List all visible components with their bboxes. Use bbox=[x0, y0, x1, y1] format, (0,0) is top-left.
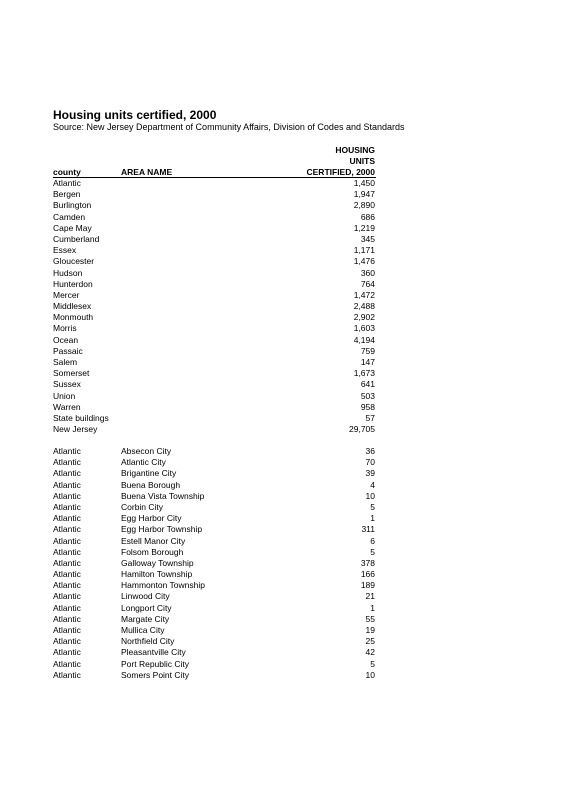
county-cell: Atlantic bbox=[53, 658, 81, 669]
county-cell: Salem bbox=[53, 357, 78, 367]
area-name-cell: Folsom Borough bbox=[121, 546, 184, 557]
table-row bbox=[53, 312, 375, 323]
housing-units-cell: 5 bbox=[370, 658, 375, 669]
area-name-cell: Egg Harbor City bbox=[121, 513, 182, 524]
county-cell: Atlantic bbox=[53, 602, 81, 613]
county-cell: Atlantic bbox=[53, 591, 81, 602]
housing-units-cell: 378 bbox=[360, 557, 375, 568]
table-row bbox=[53, 591, 375, 602]
table-row bbox=[53, 536, 375, 547]
county-cell: Atlantic bbox=[53, 669, 81, 680]
county-cell: Union bbox=[53, 390, 76, 401]
units-column-header bbox=[307, 145, 376, 178]
area-name-column-header: AREA NAME bbox=[121, 167, 173, 177]
table-row bbox=[53, 424, 375, 435]
area-name-cell: Corbin City bbox=[121, 501, 164, 512]
table-row bbox=[53, 614, 375, 625]
housing-units-cell: 2,488 bbox=[353, 301, 375, 312]
housing-units-cell: 70 bbox=[365, 457, 375, 468]
county-cell: New Jersey bbox=[53, 424, 98, 435]
table-row bbox=[53, 323, 375, 334]
table-row bbox=[53, 502, 375, 513]
housing-units-cell: 2,902 bbox=[353, 312, 375, 323]
area-name-cell: Brigantine City bbox=[121, 468, 177, 479]
area-name-cell: Buena Vista Township bbox=[121, 490, 205, 501]
housing-units-cell: 21 bbox=[365, 591, 375, 602]
table-row bbox=[53, 647, 375, 658]
county-cell: Monmouth bbox=[53, 312, 94, 323]
county-cell: Atlantic bbox=[53, 490, 81, 501]
housing-units-cell: 1 bbox=[370, 513, 375, 524]
area-name-cell: Somers Point City bbox=[121, 669, 190, 680]
county-cell: Middlesex bbox=[53, 301, 92, 312]
housing-units-cell: 4,194 bbox=[353, 334, 375, 345]
table-row bbox=[53, 368, 375, 379]
housing-units-cell: 360 bbox=[360, 267, 375, 278]
table-row bbox=[53, 357, 375, 368]
table-row bbox=[53, 491, 375, 502]
table-row bbox=[53, 301, 375, 312]
housing-units-cell: 1,947 bbox=[353, 189, 375, 200]
table-row bbox=[53, 178, 375, 189]
area-name-cell: Port Republic City bbox=[121, 658, 190, 669]
county-cell: Hudson bbox=[53, 267, 83, 278]
table-row bbox=[53, 290, 375, 301]
housing-units-cell: 1,673 bbox=[353, 368, 375, 379]
county-cell: Cape May bbox=[53, 222, 92, 233]
county-cell: Atlantic bbox=[53, 636, 81, 647]
table-row bbox=[53, 468, 375, 479]
table-row bbox=[53, 402, 375, 413]
housing-units-cell: 764 bbox=[360, 278, 375, 289]
housing-units-cell: 2,890 bbox=[353, 200, 375, 211]
units-header-line-1: HOUSING bbox=[335, 145, 375, 155]
housing-units-cell: 1,603 bbox=[353, 323, 375, 334]
county-cell: Somerset bbox=[53, 368, 90, 379]
county-cell: Cumberland bbox=[53, 233, 100, 244]
units-header-line-2: UNITS bbox=[349, 156, 375, 166]
housing-units-cell: 1,219 bbox=[353, 222, 375, 233]
table-row bbox=[53, 223, 375, 234]
housing-units-cell: 55 bbox=[365, 613, 375, 624]
county-cell: Atlantic bbox=[53, 569, 81, 580]
document-source: Source: New Jersey Department of Community Affairs, Division of Codes and Standards bbox=[53, 122, 405, 132]
county-cell: Ocean bbox=[53, 334, 79, 345]
area-name-cell: Atlantic City bbox=[121, 457, 166, 468]
table-row bbox=[53, 670, 375, 681]
area-name-cell: Galloway Township bbox=[121, 557, 194, 568]
county-column-header: county bbox=[53, 167, 81, 177]
housing-units-cell: 39 bbox=[365, 468, 375, 479]
county-cell: Passaic bbox=[53, 345, 83, 356]
table-row bbox=[53, 245, 375, 256]
county-cell: Essex bbox=[53, 245, 77, 256]
housing-units-cell: 958 bbox=[360, 401, 375, 412]
housing-units-cell: 503 bbox=[360, 390, 375, 401]
table-row bbox=[53, 268, 375, 279]
table-row bbox=[53, 547, 375, 558]
document-title: Housing units certified, 2000 bbox=[53, 108, 217, 122]
housing-units-cell: 311 bbox=[361, 524, 375, 535]
table-row bbox=[53, 580, 375, 591]
table-row bbox=[53, 200, 375, 211]
county-cell: Atlantic bbox=[53, 524, 81, 535]
table-row bbox=[53, 189, 375, 200]
units-header-line-3: CERTIFIED, 2000 bbox=[306, 167, 375, 177]
table-row bbox=[53, 391, 375, 402]
housing-units-cell: 147 bbox=[360, 357, 375, 367]
housing-units-cell: 1,450 bbox=[353, 178, 375, 188]
housing-units-cell: 166 bbox=[360, 569, 375, 580]
area-name-cell: Longport City bbox=[121, 602, 172, 613]
county-cell: Atlantic bbox=[53, 178, 81, 188]
housing-units-cell: 10 bbox=[365, 490, 375, 501]
table-row bbox=[53, 413, 375, 424]
county-cell: Atlantic bbox=[53, 446, 81, 456]
housing-units-cell: 5 bbox=[370, 546, 375, 557]
county-cell: Warren bbox=[53, 401, 81, 412]
county-cell: Atlantic bbox=[53, 468, 81, 479]
table-row bbox=[53, 335, 375, 346]
county-cell: Atlantic bbox=[53, 580, 81, 591]
county-cell: Bergen bbox=[53, 189, 81, 200]
housing-units-cell: 189 bbox=[360, 580, 375, 591]
table-row bbox=[53, 379, 375, 390]
housing-units-cell: 29,705 bbox=[349, 424, 375, 435]
table-row bbox=[53, 659, 375, 670]
county-cell: Atlantic bbox=[53, 625, 81, 635]
housing-units-cell: 42 bbox=[365, 647, 375, 658]
county-cell: Morris bbox=[53, 323, 77, 334]
table-row bbox=[53, 234, 375, 245]
table-row bbox=[53, 513, 375, 524]
table-row bbox=[53, 625, 375, 636]
table-row bbox=[53, 279, 375, 290]
county-cell: Atlantic bbox=[53, 557, 81, 568]
housing-units-cell: 36 bbox=[365, 446, 375, 456]
table-row bbox=[53, 212, 375, 223]
county-cell: Hunterdon bbox=[53, 278, 93, 289]
housing-units-cell: 4 bbox=[370, 479, 375, 490]
area-name-cell: Pleasantville City bbox=[121, 647, 186, 658]
housing-units-cell: 759 bbox=[360, 345, 375, 356]
area-name-cell: Hamilton Township bbox=[121, 569, 193, 580]
area-name-cell: Estell Manor City bbox=[121, 535, 186, 546]
housing-units-cell: 19 bbox=[365, 625, 375, 635]
housing-units-cell: 1 bbox=[370, 602, 375, 613]
area-name-cell: Northfield City bbox=[121, 636, 175, 647]
county-cell: Atlantic bbox=[53, 501, 81, 512]
table-row bbox=[53, 569, 375, 580]
county-cell: Atlantic bbox=[53, 546, 81, 557]
housing-units-cell: 1,476 bbox=[353, 256, 375, 267]
area-name-cell: Absecon City bbox=[121, 446, 172, 456]
county-cell: Sussex bbox=[53, 379, 81, 390]
table-row bbox=[53, 603, 375, 614]
housing-units-cell: 57 bbox=[365, 412, 375, 423]
county-cell: Burlington bbox=[53, 200, 92, 211]
housing-units-cell: 345 bbox=[360, 233, 375, 244]
housing-units-cell: 5 bbox=[370, 501, 375, 512]
table-row bbox=[53, 457, 375, 468]
table-row bbox=[53, 256, 375, 267]
housing-units-cell: 6 bbox=[370, 535, 375, 546]
county-cell: Atlantic bbox=[53, 479, 81, 490]
table-row bbox=[53, 346, 375, 357]
county-cell: State buildings bbox=[53, 412, 109, 423]
area-name-cell: Egg Harbor Township bbox=[121, 524, 203, 535]
county-cell: Atlantic bbox=[53, 613, 81, 624]
county-cell: Atlantic bbox=[53, 535, 81, 546]
housing-units-cell: 686 bbox=[360, 211, 375, 222]
county-cell: Gloucester bbox=[53, 256, 95, 267]
municipality-detail-table bbox=[53, 446, 375, 681]
housing-units-cell: 641 bbox=[360, 379, 375, 390]
county-cell: Atlantic bbox=[53, 513, 81, 524]
table-row bbox=[53, 558, 375, 569]
county-cell: Camden bbox=[53, 211, 86, 222]
table-row bbox=[53, 446, 375, 457]
area-name-cell: Mullica City bbox=[121, 625, 165, 635]
table-row bbox=[53, 636, 375, 647]
area-name-cell: Margate City bbox=[121, 613, 170, 624]
housing-units-cell: 1,472 bbox=[353, 289, 375, 300]
housing-units-cell: 10 bbox=[365, 669, 375, 680]
county-cell: Atlantic bbox=[53, 457, 81, 468]
county-cell: Atlantic bbox=[53, 647, 81, 658]
area-name-cell: Hammonton Township bbox=[121, 580, 205, 591]
area-name-cell: Linwood City bbox=[121, 591, 170, 602]
area-name-cell: Buena Borough bbox=[121, 479, 181, 490]
county-cell: Mercer bbox=[53, 289, 80, 300]
table-row bbox=[53, 524, 375, 535]
table-row bbox=[53, 480, 375, 491]
housing-units-cell: 1,171 bbox=[353, 245, 375, 256]
housing-units-cell: 25 bbox=[365, 636, 375, 647]
county-summary-table bbox=[53, 178, 375, 435]
